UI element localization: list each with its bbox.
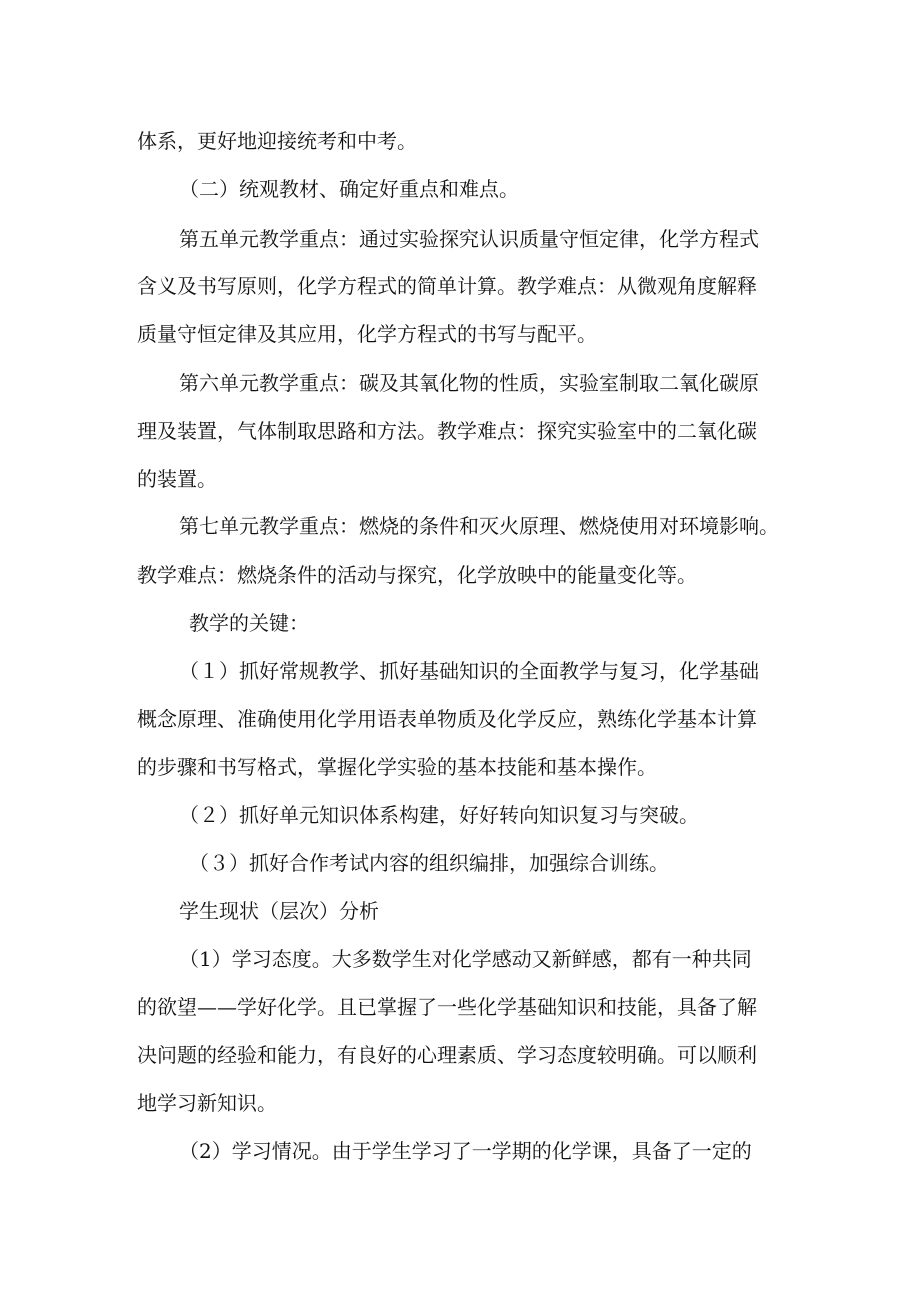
text-line: 质量守恒定律及其应用，化学方程式的书写与配平。 (137, 322, 597, 346)
section-heading: 学生现状（层次）分析 (179, 899, 379, 923)
text-line: 第五单元教学重点：通过实验探究认识质量守恒定律，化学方程式 (179, 227, 759, 251)
text-line: 教学难点：燃烧条件的活动与探究，化学放映中的能量变化等。 (137, 563, 697, 587)
text-line: 的欲望——学好化学。且已掌握了一些化学基础知识和技能，具备了解 (137, 995, 757, 1019)
text-line: 的步骤和书写格式，掌握化学实验的基本技能和基本操作。 (137, 755, 657, 779)
text-line: （３）抓好合作考试内容的组织编排，加强综合训练。 (189, 851, 669, 875)
text-line: （2）学习情况。由于学生学习了一学期的化学课，具备了一定的 (179, 1139, 752, 1163)
text-line: （1）学习态度。大多数学生对化学感动又新鲜感，都有一种共同 (179, 947, 752, 971)
section-heading: 教学的关键： (189, 611, 309, 635)
text-line: 体系，更好地迎接统考和中考。 (137, 129, 417, 153)
text-line: 地学习新知识。 (137, 1091, 277, 1115)
text-line: 理及装置，气体制取思路和方法。教学难点：探究实验室中的二氧化碳 (137, 419, 757, 443)
text-line: （１）抓好常规教学、抓好基础知识的全面教学与复习，化学基础 (179, 659, 759, 683)
text-line: 含义及书写原则，化学方程式的简单计算。教学难点：从微观角度解释 (137, 274, 757, 298)
section-heading: （二）统观教材、确定好重点和难点。 (179, 177, 519, 201)
text-line: 的装置。 (137, 467, 217, 491)
text-line: 概念原理、准确使用化学用语表单物质及化学反应，熟练化学基本计算 (137, 707, 757, 731)
text-line: 第七单元教学重点：燃烧的条件和灭火原理、燃烧使用对环境影响。 (179, 514, 779, 538)
text-line: （２）抓好单元知识体系构建，好好转向知识复习与突破。 (179, 803, 699, 827)
text-line: 决问题的经验和能力，有良好的心理素质、学习态度较明确。可以顺利 (137, 1043, 757, 1067)
text-line: 第六单元教学重点：碳及其氧化物的性质，实验室制取二氧化碳原 (179, 371, 759, 395)
